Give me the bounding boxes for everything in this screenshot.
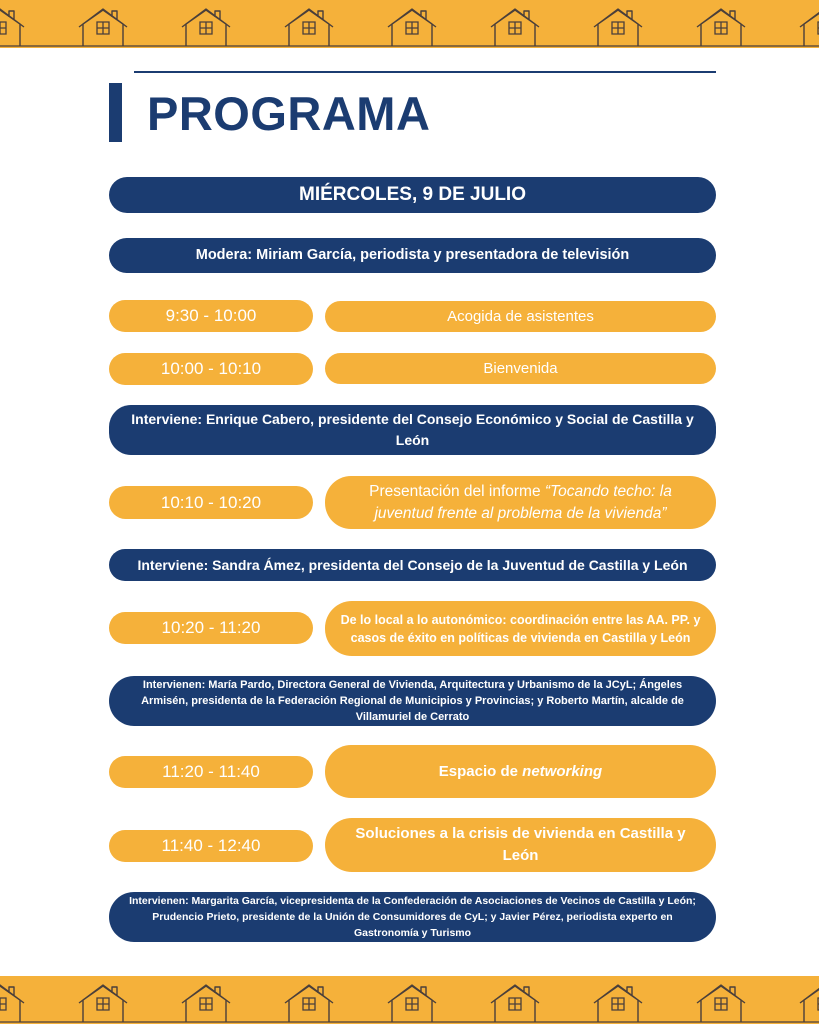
house-icon	[388, 985, 436, 1022]
session-title: Soluciones a la crisis de vivienda en Castilla y León	[325, 818, 716, 872]
house-icon	[697, 985, 745, 1022]
session-title: Acogida de asistentes	[325, 301, 716, 332]
house-icon-row	[0, 976, 819, 1024]
house-icon	[800, 9, 819, 46]
house-icon	[79, 985, 127, 1022]
session-title-text: Espacio de	[438, 762, 518, 780]
house-icon	[182, 985, 230, 1022]
moderator-banner: Modera: Miriam García, periodista y presentadora de televisión	[109, 238, 716, 273]
house-icon	[800, 985, 819, 1022]
session-title-italic: networking	[522, 762, 603, 780]
house-icon	[182, 9, 230, 46]
session-time: 11:20 - 11:40	[109, 756, 313, 788]
session-title: De lo local a lo autonómico: coordinación entre las AA. PP. y casos de éxito en políticas de vivienda en Castilla y León	[325, 601, 716, 656]
session-time: 10:20 - 11:20	[109, 612, 313, 644]
house-icon	[594, 985, 642, 1022]
house-icon	[594, 9, 642, 46]
house-icon	[491, 9, 539, 46]
speaker-banner: Interviene: Sandra Ámez, presidenta del Consejo de la Juventud de Castilla y León	[109, 549, 716, 581]
house-icon	[285, 985, 333, 1022]
page-title: PROGRAMA	[147, 87, 431, 140]
day-header: MIÉRCOLES, 9 DE JULIO	[109, 177, 716, 213]
session-time: 10:00 - 10:10	[109, 353, 313, 385]
house-icon	[285, 9, 333, 46]
house-icon	[0, 9, 24, 46]
speaker-banner: Interviene: Enrique Cabero, presidente del Consejo Económico y Social de Castilla y León	[109, 405, 716, 455]
report-title: “Tocando techo: la juventud frente al problema de la vivienda”	[374, 483, 672, 522]
title-rule	[134, 71, 716, 73]
house-icon	[0, 985, 24, 1022]
house-icon	[697, 9, 745, 46]
house-icon	[388, 9, 436, 46]
session-time: 9:30 - 10:00	[109, 300, 313, 332]
bottom-house-pattern	[0, 976, 819, 1024]
session-title	[325, 476, 716, 529]
session-time: 11:40 - 12:40	[109, 830, 313, 862]
session-time: 10:10 - 10:20	[109, 486, 313, 519]
title-accent-bar	[109, 83, 122, 142]
house-icon	[79, 9, 127, 46]
house-icon-row	[0, 0, 819, 48]
session-title: Bienvenida	[325, 353, 716, 384]
house-icon	[491, 985, 539, 1022]
top-house-pattern	[0, 0, 819, 48]
speaker-banner: Intervienen: Margarita García, vicepresidenta de la Confederación de Asociaciones de Vecinos de Castilla y León; Prudencio Prieto, presidente de la Unión de Consumidores de CyL; y Javier Pérez, periodista experto en Gastronomía y Turismo	[109, 892, 716, 942]
speaker-banner: Intervienen: María Pardo, Directora General de Vivienda, Arquitectura y Urbanismo de la JCyL; Ángeles Armisén, presidenta de la Federación Regional de Municipios y Provincias; y Roberto Martín, alcalde de Villamuriel de Cerrato	[109, 676, 716, 726]
session-title	[325, 745, 716, 798]
session-title-text: Presentación del informe	[369, 483, 545, 500]
